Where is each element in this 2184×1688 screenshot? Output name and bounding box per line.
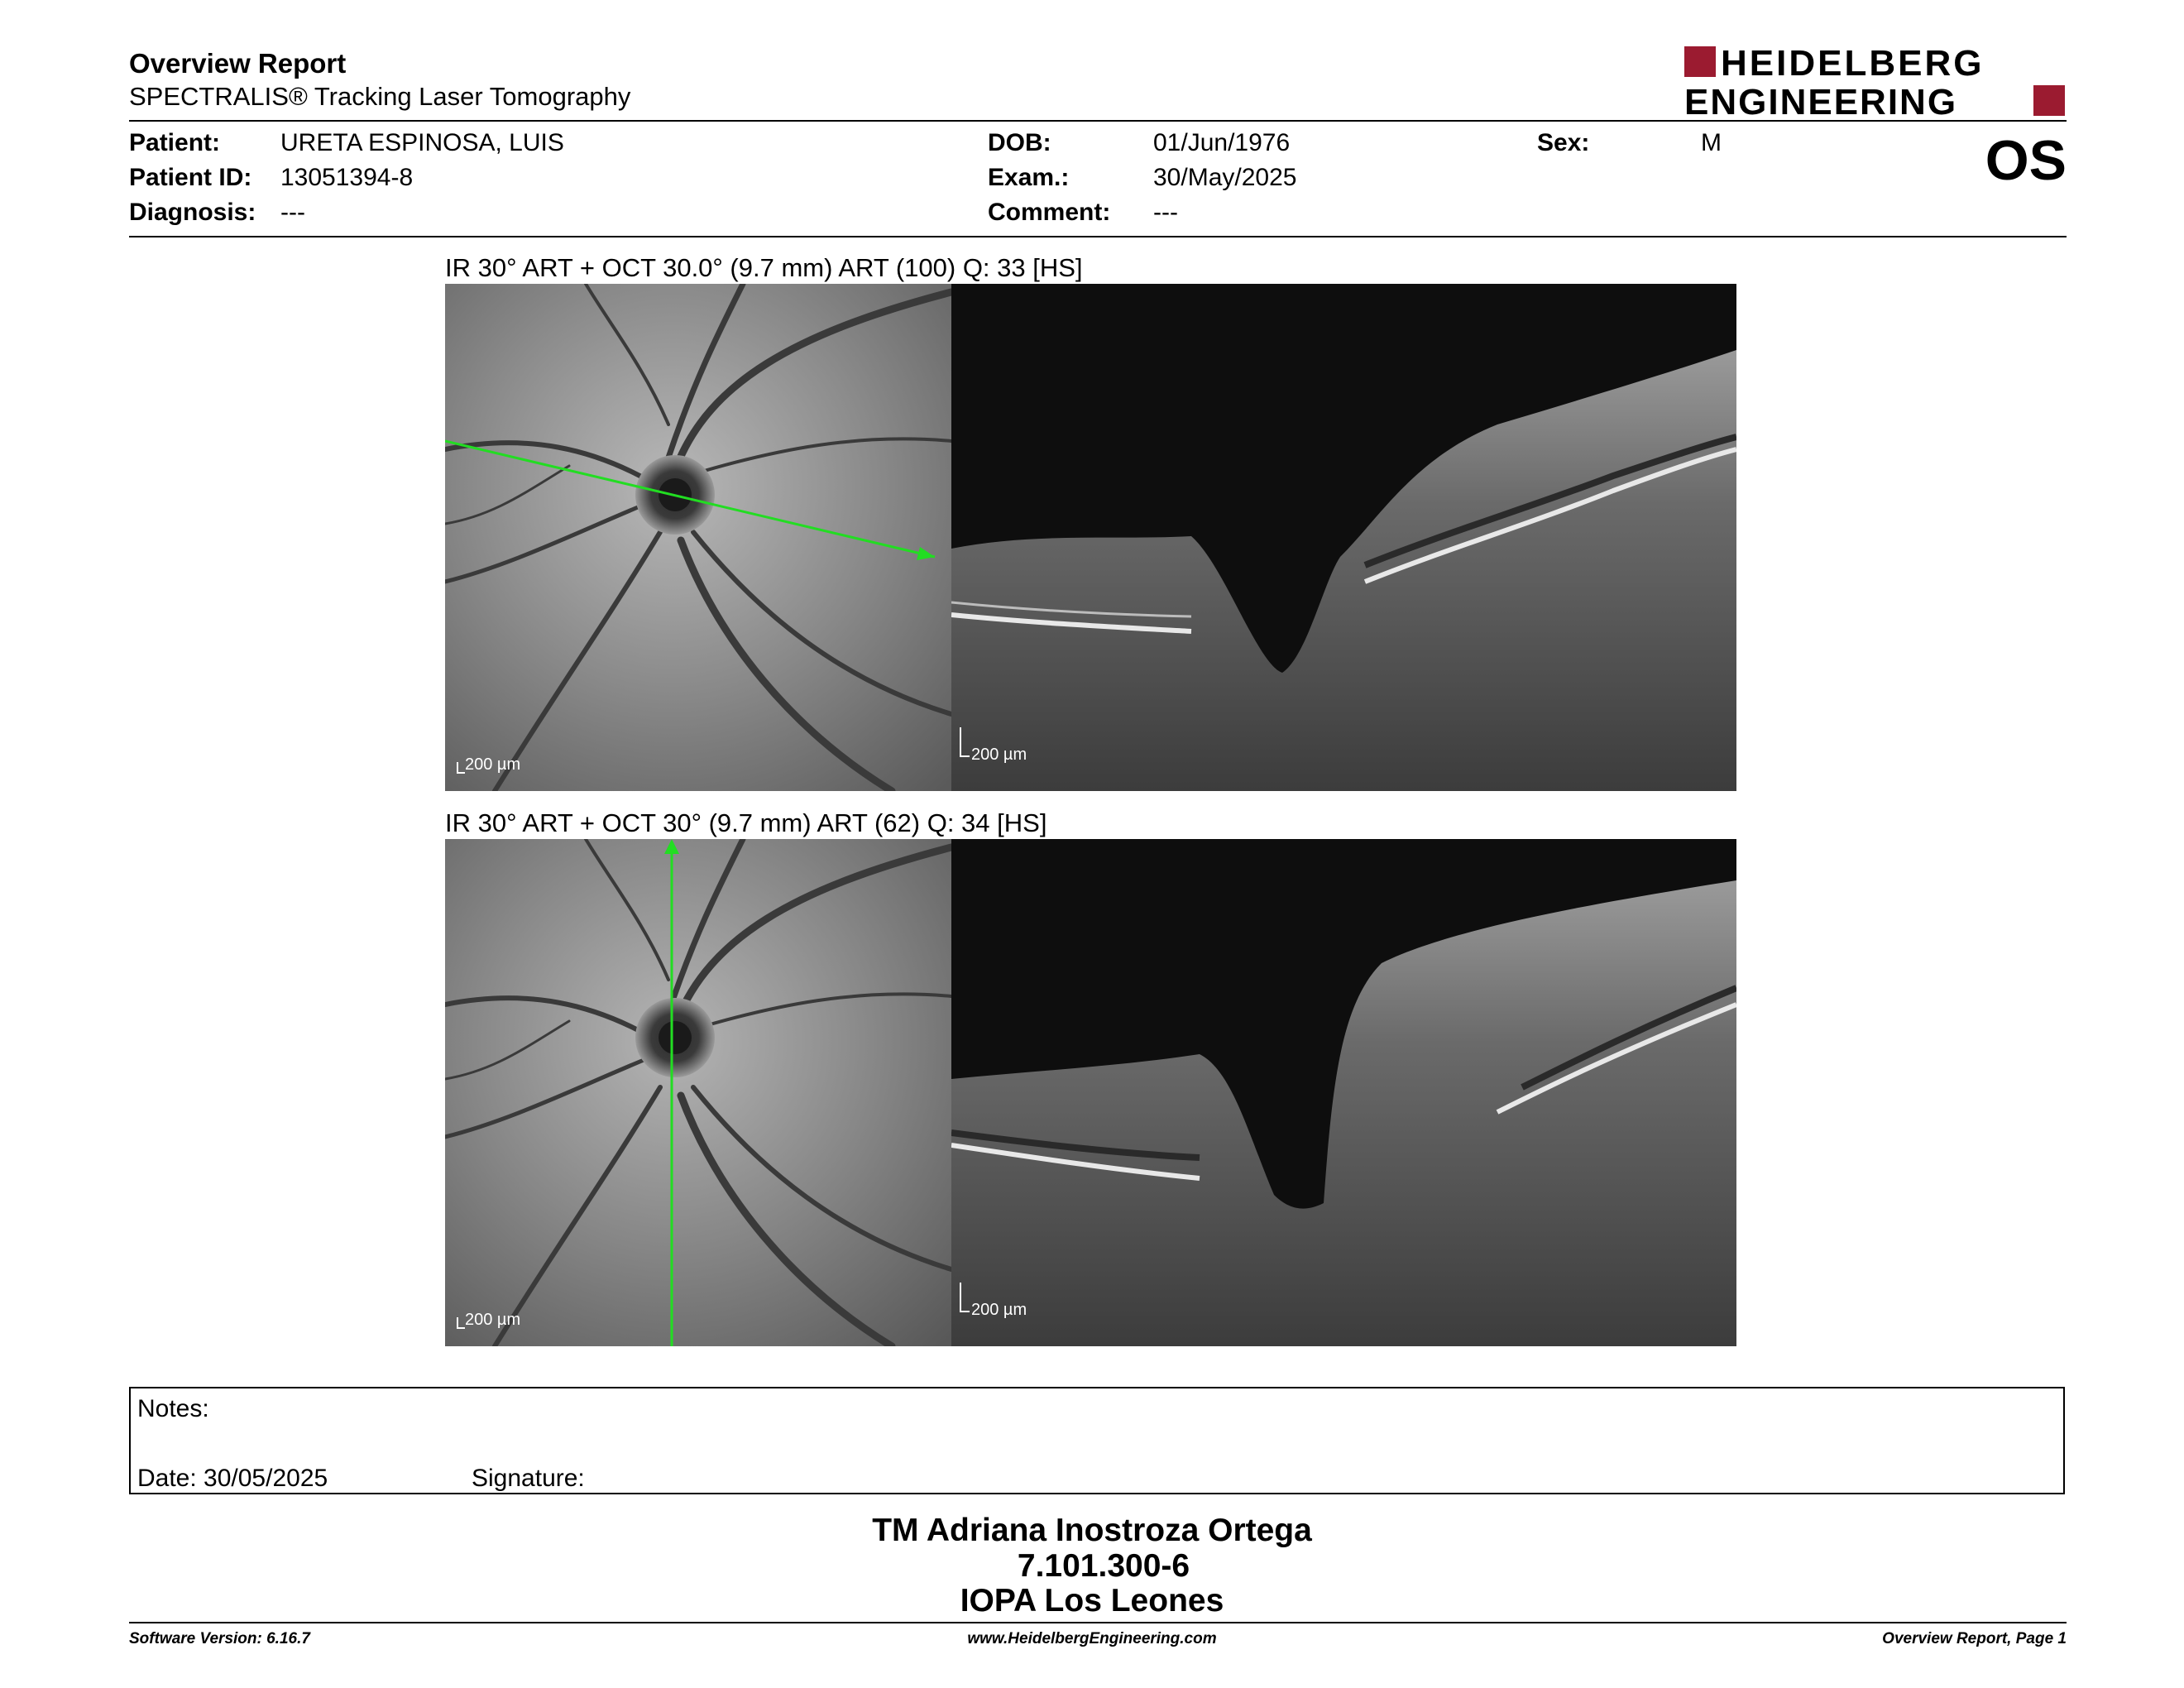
website-link[interactable]: www.HeidelbergEngineering.com: [967, 1630, 1217, 1647]
comment-value: ---: [1153, 199, 1178, 226]
oct-bscan-2[interactable]: [951, 839, 1736, 1346]
page-indicator: Overview Report, Page 1: [1882, 1630, 2067, 1647]
fundus-image-1[interactable]: [445, 284, 951, 791]
fundus-scale-2: 200 µm: [457, 1311, 520, 1330]
heidelberg-logo: [1684, 45, 2065, 119]
footer-divider: [129, 1622, 2067, 1623]
exam-label: Exam.:: [988, 164, 1070, 191]
oct-bscan-1[interactable]: [951, 284, 1736, 791]
signature-label: Signature:: [472, 1465, 585, 1492]
patient-label: Patient:: [129, 129, 221, 156]
patient-id-label: Patient ID:: [129, 164, 252, 191]
diagnosis-value: ---: [280, 199, 305, 226]
oct-scale-2: 200 µm: [960, 1283, 1027, 1302]
fundus-scale-1: 200 µm: [457, 755, 520, 774]
notes-box[interactable]: [129, 1387, 2065, 1494]
header-divider: [129, 120, 2067, 122]
patient-id-value: 13051394-8: [280, 164, 414, 191]
date-label: Date: 30/05/2025: [137, 1465, 328, 1492]
fundus-image-2[interactable]: [445, 839, 951, 1346]
report-subtitle: SPECTRALIS® Tracking Laser Tomography: [129, 82, 631, 111]
signer-id: 7.101.300-6: [1017, 1548, 1190, 1584]
dob-label: DOB:: [988, 129, 1051, 156]
notes-label: Notes:: [137, 1395, 209, 1422]
scan-caption-1: IR 30° ART + OCT 30.0° (9.7 mm) ART (100) Q: 33 [HS]: [445, 253, 1083, 282]
scan-caption-2: IR 30° ART + OCT 30° (9.7 mm) ART (62) Q: 34 [HS]: [445, 808, 1047, 837]
exam-value: 30/May/2025: [1153, 164, 1297, 191]
signer-name: TM Adriana Inostroza Ortega: [872, 1513, 1312, 1548]
sex-label: Sex:: [1537, 129, 1590, 156]
signer-institution: IOPA Los Leones: [960, 1583, 1224, 1618]
logo-line1: HEIDELBERG: [1721, 45, 1985, 84]
comment-label: Comment:: [988, 199, 1111, 226]
sex-value: M: [1701, 129, 1722, 156]
dob-value: 01/Jun/1976: [1153, 129, 1291, 156]
diagnosis-label: Diagnosis:: [129, 199, 256, 226]
patient-value: URETA ESPINOSA, LUIS: [280, 129, 564, 156]
patient-divider: [129, 236, 2067, 237]
eye-indicator: OS: [1985, 129, 2067, 192]
oct-scale-1: 200 µm: [960, 727, 1027, 746]
logo-line2: ENGINEERING: [1684, 82, 1958, 119]
software-version: Software Version: 6.16.7: [129, 1630, 310, 1647]
report-title: Overview Report: [129, 48, 347, 79]
